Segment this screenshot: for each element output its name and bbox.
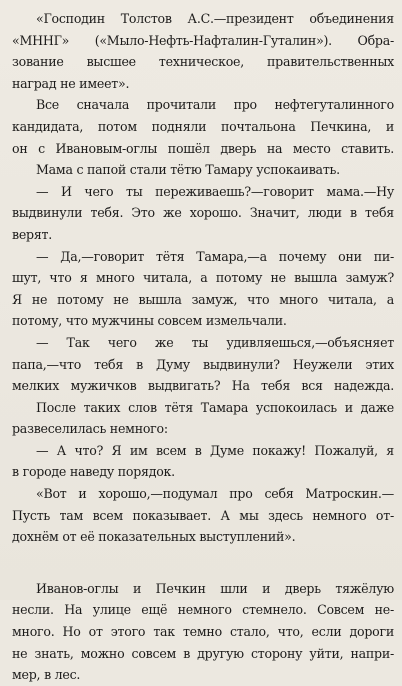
text-line: — И чего ты переживаешь?—говорит мама.—Ну bbox=[36, 183, 394, 199]
text-line: выдвинули тебя. Это же хорошо. Значит, люди в тебя bbox=[12, 205, 394, 221]
text-line: потому, что мужчины совсем измельчали. bbox=[12, 313, 287, 329]
text-line: развеселилась немного: bbox=[12, 421, 168, 437]
text-line: — Да,—говорит тётя Тамара,—а почему они пи- bbox=[36, 248, 394, 264]
text-line: наград не имеет». bbox=[12, 75, 130, 91]
text-line: зование высшее техническое, правительственных bbox=[12, 54, 394, 70]
text-line: несли. На улице ещё немного стемнело. Совсем не- bbox=[12, 602, 394, 618]
text-line: Все сначала прочитали про нефтегуталинного bbox=[36, 97, 394, 113]
text-line: верят. bbox=[12, 226, 53, 242]
text-line: «Вот и хорошо,—подумал про себя Матроскин.— bbox=[36, 486, 394, 502]
text-line: «МННГ» («Мыло-Нефть-Нафталин-Гуталин»). Обра- bbox=[12, 32, 394, 48]
text-line: шут, что я много читала, а потому не вышла замуж? bbox=[12, 270, 394, 286]
text-block-top bbox=[12, 8, 394, 548]
text-line: мелких мужичков выдвигать? На тебя вся надежда. bbox=[12, 378, 394, 394]
text-line: «Господин Толстов А.С.—президент объединения bbox=[36, 11, 394, 26]
text-line: После таких слов тётя Тамара успокоилась и даже bbox=[36, 399, 394, 415]
text-line: Иванов-оглы и Печкин шли и дверь тяжёлую bbox=[36, 580, 394, 596]
text-line: — А что? Я им всем в Думе покажу! Пожалуй, я bbox=[36, 442, 394, 458]
text-line: Мама с папой стали тётю Тамару успокаивать. bbox=[36, 162, 340, 178]
text-line: много. Но от этого так темно стало, что, если дороги bbox=[12, 624, 394, 640]
text-line: — Так чего же ты удивляешься,—объясняет bbox=[36, 334, 394, 350]
text-line: кандидата, потом подняли почтальона Печкина, и bbox=[12, 118, 394, 134]
text-line: он с Ивановым-оглы пошёл дверь на место ставить. bbox=[12, 140, 394, 156]
text-line: не знать, можно совсем в другую сторону уйти, напри- bbox=[12, 645, 394, 661]
text-line: папа,—что тебя в Думу выдвинули? Неужели этих bbox=[12, 356, 394, 372]
section-gap bbox=[12, 548, 394, 578]
text-block-bottom bbox=[12, 578, 394, 686]
text-line: дохнём от её показательных выступлений». bbox=[12, 529, 296, 545]
text-line: Я не потому не вышла замуж, что много читала, а bbox=[12, 291, 394, 307]
text-line: в городе наведу порядок. bbox=[12, 464, 175, 480]
text-line: мер, в лес. bbox=[12, 667, 81, 683]
text-line: Пусть там всем показывает. А мы здесь немного от- bbox=[12, 507, 394, 523]
